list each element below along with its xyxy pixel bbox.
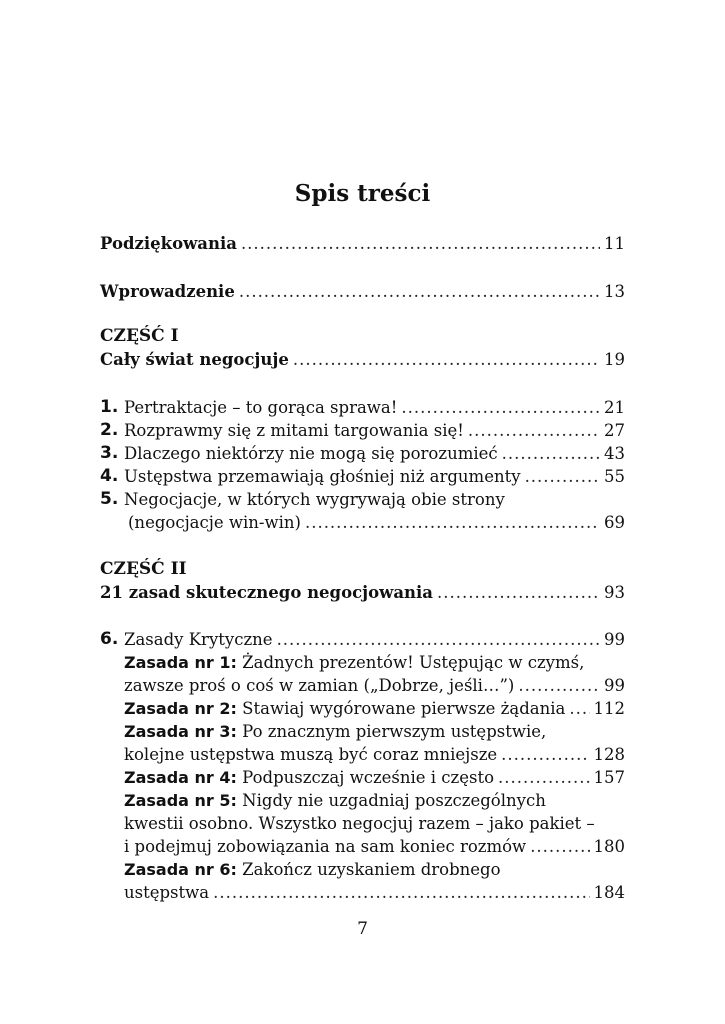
- toc-entry-page: 184: [593, 883, 625, 902]
- toc-entry-rule[interactable]: [124, 697, 625, 720]
- toc-entry-rule-line1[interactable]: [124, 789, 625, 812]
- rule-text-cont: ustępstwa: [124, 883, 210, 902]
- leader-dots: [518, 674, 600, 697]
- leader-dots: [239, 280, 600, 303]
- toc-entry-rule[interactable]: [124, 674, 625, 697]
- rule-text: Żadnych prezentów! Ustępując w czymś,: [242, 653, 585, 672]
- chapter-number: 4.: [100, 466, 119, 486]
- toc-entry-label: Cały świat negocjuje: [100, 350, 289, 369]
- leader-dots: [502, 442, 600, 465]
- toc-entry-label: Negocjacje, w których wygrywają obie strony: [124, 490, 505, 509]
- toc-entry-page: 27: [604, 421, 625, 440]
- leader-dots: [293, 348, 600, 371]
- toc-entry-page: 93: [604, 583, 625, 602]
- toc-entry-page: 128: [593, 745, 625, 764]
- toc-entry-page: 99: [604, 676, 625, 695]
- chapter-number: 2.: [100, 420, 119, 440]
- rule-text: Stawiaj wygórowane pierwsze żądania: [242, 699, 566, 718]
- part-heading: CZĘŚĆ II: [100, 559, 187, 579]
- toc-entry-rule-line2[interactable]: [124, 812, 625, 835]
- toc-entry-part1[interactable]: [100, 348, 625, 371]
- toc-entry-page: 11: [604, 234, 625, 253]
- toc-entry-label: Rozprawmy się z mitami targowania się!: [124, 421, 464, 440]
- rule-number: Zasada nr 3:: [124, 722, 237, 741]
- toc-entry-rule[interactable]: [124, 743, 625, 766]
- page-title: Spis treści: [294, 180, 431, 207]
- toc-entry-acknowledgements[interactable]: [100, 232, 625, 255]
- leader-dots: [498, 766, 589, 789]
- toc-entry-rule-line1[interactable]: [124, 720, 625, 743]
- toc-entry-label: 21 zasad skutecznego negocjowania: [100, 583, 433, 602]
- page-number: 7: [357, 919, 368, 939]
- leader-dots: [305, 511, 600, 534]
- toc-entry-page: 180: [593, 837, 625, 856]
- leader-dots: [525, 465, 600, 488]
- toc-entry-page: 21: [604, 398, 625, 417]
- toc-entry-rule[interactable]: [124, 766, 625, 789]
- chapter-number: 3.: [100, 443, 119, 463]
- toc-entry-label: Pertraktacje – to gorąca sprawa!: [124, 398, 398, 417]
- rule-text-cont: zawsze proś o coś w zamian („Dobrze, jeśli…”): [124, 676, 515, 695]
- leader-dots: [530, 835, 589, 858]
- toc-entry-introduction[interactable]: [100, 280, 625, 303]
- toc-entry-page: 99: [604, 630, 625, 649]
- toc-entry-chapter[interactable]: [124, 442, 625, 465]
- toc-entry-chapter[interactable]: [124, 628, 625, 651]
- leader-dots: [569, 697, 589, 720]
- toc-entry-page: 157: [593, 768, 625, 787]
- toc-entry-label: Dlaczego niektórzy nie mogą się porozumieć: [124, 444, 498, 463]
- toc-entry-rule-line1[interactable]: [124, 651, 625, 674]
- rule-number: Zasada nr 5:: [124, 791, 237, 810]
- toc-entry-page: 43: [604, 444, 625, 463]
- rule-text-cont: i podejmuj zobowiązania na sam koniec rozmów: [124, 837, 527, 856]
- toc-entry-page: 55: [604, 467, 625, 486]
- toc-entry-rule[interactable]: [124, 881, 625, 904]
- toc-entry-chapter[interactable]: [124, 419, 625, 442]
- toc-entry-page: 69: [604, 513, 625, 532]
- rule-text-cont: kwestii osobno. Wszystko negocjuj razem – jako pakiet –: [124, 814, 595, 833]
- toc-entry-part2[interactable]: [100, 581, 625, 604]
- leader-dots: [437, 581, 600, 604]
- rule-text: Podpuszczaj wcześnie i często: [242, 768, 495, 787]
- rule-text: Nigdy nie uzgadniaj poszczególnych: [242, 791, 546, 810]
- rule-text: Zakończ uzyskaniem drobnego: [242, 860, 501, 879]
- toc-entry-label: Ustępstwa przemawiają głośniej niż argumenty: [124, 467, 521, 486]
- rule-number: Zasada nr 1:: [124, 653, 237, 672]
- chapter-number: 6.: [100, 629, 119, 649]
- chapter-number: 1.: [100, 397, 119, 417]
- toc-entry-chapter[interactable]: [124, 396, 625, 419]
- toc-entry-page: 112: [593, 699, 625, 718]
- part-heading: CZĘŚĆ I: [100, 326, 179, 346]
- rule-number: Zasada nr 4:: [124, 768, 237, 787]
- toc-entry-label-cont: (negocjacje win-win): [128, 513, 301, 532]
- leader-dots: [241, 232, 600, 255]
- leader-dots: [468, 419, 600, 442]
- chapter-number: 5.: [100, 489, 119, 509]
- toc-entry-chapter[interactable]: [128, 511, 625, 534]
- rule-text-cont: kolejne ustępstwa muszą być coraz mniejsze: [124, 745, 498, 764]
- rule-number: Zasada nr 2:: [124, 699, 237, 718]
- toc-entry-page: 13: [604, 282, 625, 301]
- toc-entry-chapter[interactable]: [124, 465, 625, 488]
- toc-entry-rule[interactable]: [124, 835, 625, 858]
- leader-dots: [501, 743, 589, 766]
- toc-entry-rule-line1[interactable]: [124, 858, 625, 881]
- leader-dots: [277, 628, 600, 651]
- toc-entry-page: 19: [604, 350, 625, 369]
- leader-dots: [401, 396, 600, 419]
- rule-number: Zasada nr 6:: [124, 860, 237, 879]
- toc-entry-label: Wprowadzenie: [100, 282, 235, 301]
- toc-entry-label: Zasady Krytyczne: [124, 630, 273, 649]
- leader-dots: [213, 881, 589, 904]
- rule-text: Po znacznym pierwszym ustępstwie,: [242, 722, 547, 741]
- toc-entry-label: Podziękowania: [100, 234, 237, 253]
- toc-entry-chapter-line1[interactable]: [124, 488, 625, 511]
